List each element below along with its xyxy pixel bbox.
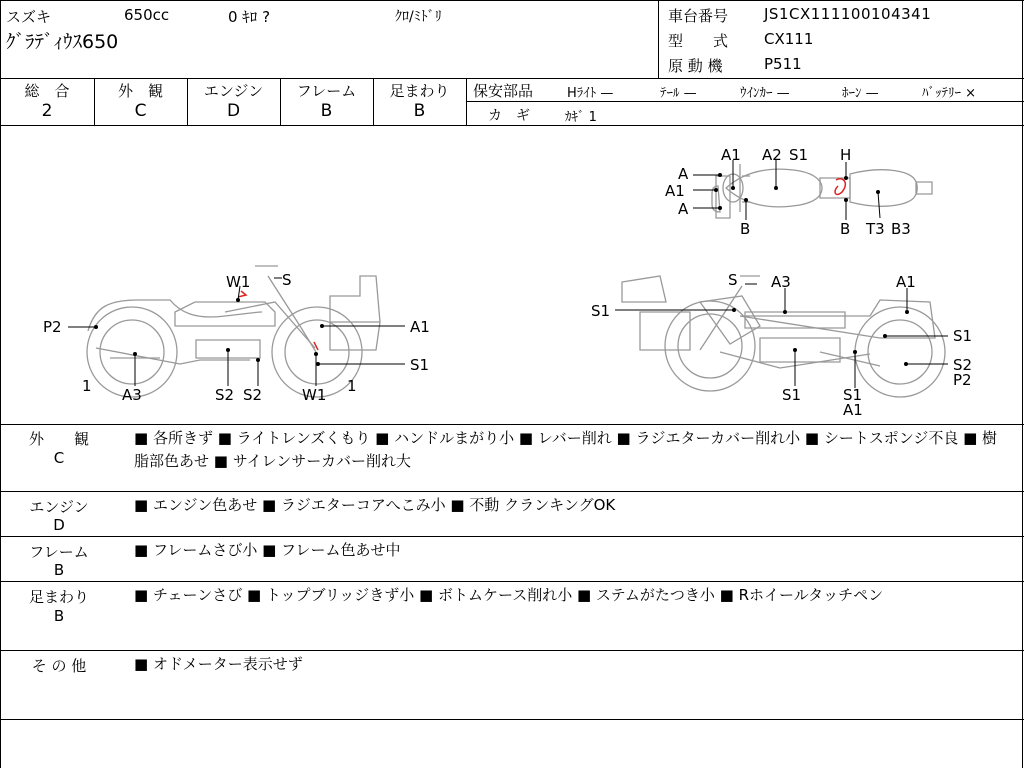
- divider: [0, 719, 1024, 720]
- damage-code: A1: [665, 182, 685, 200]
- engine-model: P511: [764, 55, 802, 73]
- damage-code: H: [840, 146, 852, 164]
- grade-suspension: B: [413, 101, 426, 121]
- notes-text-suspension: ■ チェーンさび ■ トップブリッジきず小 ■ ボトムケース削れ小 ■ ステムがたつき小 ■ Rホイールタッチペン: [134, 586, 884, 604]
- notes-text-other: ■ オドメーター表示せず: [134, 655, 303, 673]
- damage-code: W1: [226, 273, 251, 291]
- damage-code: S1: [591, 302, 611, 320]
- damage-code: B3: [891, 220, 911, 238]
- damage-code: B: [740, 220, 751, 238]
- key-label: カ ギ: [488, 108, 530, 124]
- safety-horn: ﾎｰﾝ —: [842, 86, 879, 101]
- damage-code: S2: [953, 356, 973, 374]
- damage-code: A1: [410, 318, 430, 336]
- divider: [658, 0, 659, 78]
- notes-text-engine: ■ エンジン色あせ ■ ラジエターコアへこみ小 ■ 不動 クランキングOK: [134, 496, 616, 514]
- damage-code: T3: [866, 220, 885, 238]
- notes-text-frame: ■ フレームさび小 ■ フレーム色あせ中: [134, 541, 401, 559]
- notes-grade-exterior: C: [53, 449, 65, 467]
- damage-code: S1: [782, 386, 802, 404]
- damage-code: A2: [762, 146, 782, 164]
- damage-code: S1: [410, 356, 430, 374]
- grade-frame: B: [320, 101, 333, 121]
- notes-label-exterior: 外 観: [28, 430, 89, 448]
- grade-frame-label: フレーム: [296, 82, 357, 100]
- notes-grade-engine: D: [53, 516, 65, 534]
- notes-label-suspension: 足まわり: [28, 588, 89, 606]
- grade-overall-label: 総 合: [24, 82, 70, 100]
- notes-grade-frame: B: [53, 561, 65, 579]
- safety-headlight: Hﾗｲﾄ —: [567, 86, 614, 101]
- damage-code: A: [678, 165, 689, 183]
- color: ｸﾛ/ﾐﾄﾞﾘ: [395, 9, 442, 25]
- damage-code: A1: [721, 146, 741, 164]
- grade-engine: D: [226, 101, 241, 121]
- divider: [0, 0, 1024, 1]
- type-value: CX111: [764, 30, 814, 48]
- damage-code: A3: [771, 273, 791, 291]
- grade-exterior-label: 外 観: [117, 82, 163, 100]
- mileage: 0 ｷﾛ ?: [228, 8, 271, 26]
- damage-code: W1: [302, 386, 327, 404]
- type-label: 型 式: [668, 32, 729, 50]
- divider: [0, 650, 1024, 651]
- damage-code: 1: [347, 377, 357, 395]
- engine-model-label: 原 動 機: [668, 57, 723, 75]
- damage-code: S2: [215, 386, 235, 404]
- leader-lines: [68, 160, 948, 388]
- divider: [466, 78, 467, 125]
- damage-code: 1: [82, 377, 92, 395]
- divider: [0, 78, 1024, 79]
- frame-number-label: 車台番号: [668, 7, 729, 25]
- damage-code: B: [840, 220, 851, 238]
- grade-exterior: C: [134, 101, 147, 121]
- notes-label-frame: フレーム: [29, 543, 89, 561]
- frame-number: JS1CX111100104341: [764, 5, 932, 23]
- model-name: ｸﾞﾗﾃﾞｨｳｽ650: [6, 31, 119, 53]
- motorcycle-diagram: [0, 126, 1024, 424]
- damage-code: S1: [789, 146, 809, 164]
- notes-text-exterior: ■ 各所きず ■ ライトレンズくもり ■ ハンドルまがり小 ■ レバー削れ ■ ラジエターカバー削れ小 ■ シートスポンジ不良 ■ 樹脂部色あせ ■ サイレンサーカバー削れ大: [134, 429, 998, 470]
- grade-suspension-label: 足まわり: [389, 82, 450, 100]
- grade-engine-label: エンジン: [203, 82, 264, 100]
- damage-code: S: [728, 271, 738, 289]
- notes-grade-suspension: B: [53, 607, 65, 625]
- damage-code: S: [282, 271, 292, 289]
- damage-code: S1: [953, 327, 973, 345]
- damage-code: A: [678, 200, 689, 218]
- divider: [0, 536, 1024, 537]
- damage-code: S2: [243, 386, 263, 404]
- divider: [0, 491, 1024, 492]
- grade-overall: 2: [41, 101, 53, 121]
- divider: [0, 581, 1024, 582]
- damage-code: P2: [953, 371, 972, 389]
- top-view-drawing: [712, 164, 932, 218]
- damage-code: A1: [843, 401, 863, 419]
- safety-winker: ｳｲﾝｶｰ —: [740, 86, 790, 101]
- displacement: 650cc: [124, 6, 170, 24]
- divider: [466, 101, 1024, 102]
- safety-battery: ﾊﾞｯﾃﾘｰ ×: [922, 86, 977, 101]
- damage-code: P2: [43, 318, 62, 336]
- notes-label-other: そ の 他: [31, 657, 87, 675]
- divider: [0, 424, 1024, 425]
- key-value: ｶｷﾞ 1: [565, 110, 597, 125]
- damage-code: A1: [896, 273, 916, 291]
- safety-parts-title: 保安部品: [473, 82, 534, 100]
- safety-tail: ﾃｰﾙ —: [660, 86, 697, 101]
- damage-code: S1: [843, 386, 863, 404]
- maker: スズキ: [6, 8, 52, 26]
- notes-label-engine: エンジン: [29, 498, 89, 516]
- damage-code: A3: [122, 386, 142, 404]
